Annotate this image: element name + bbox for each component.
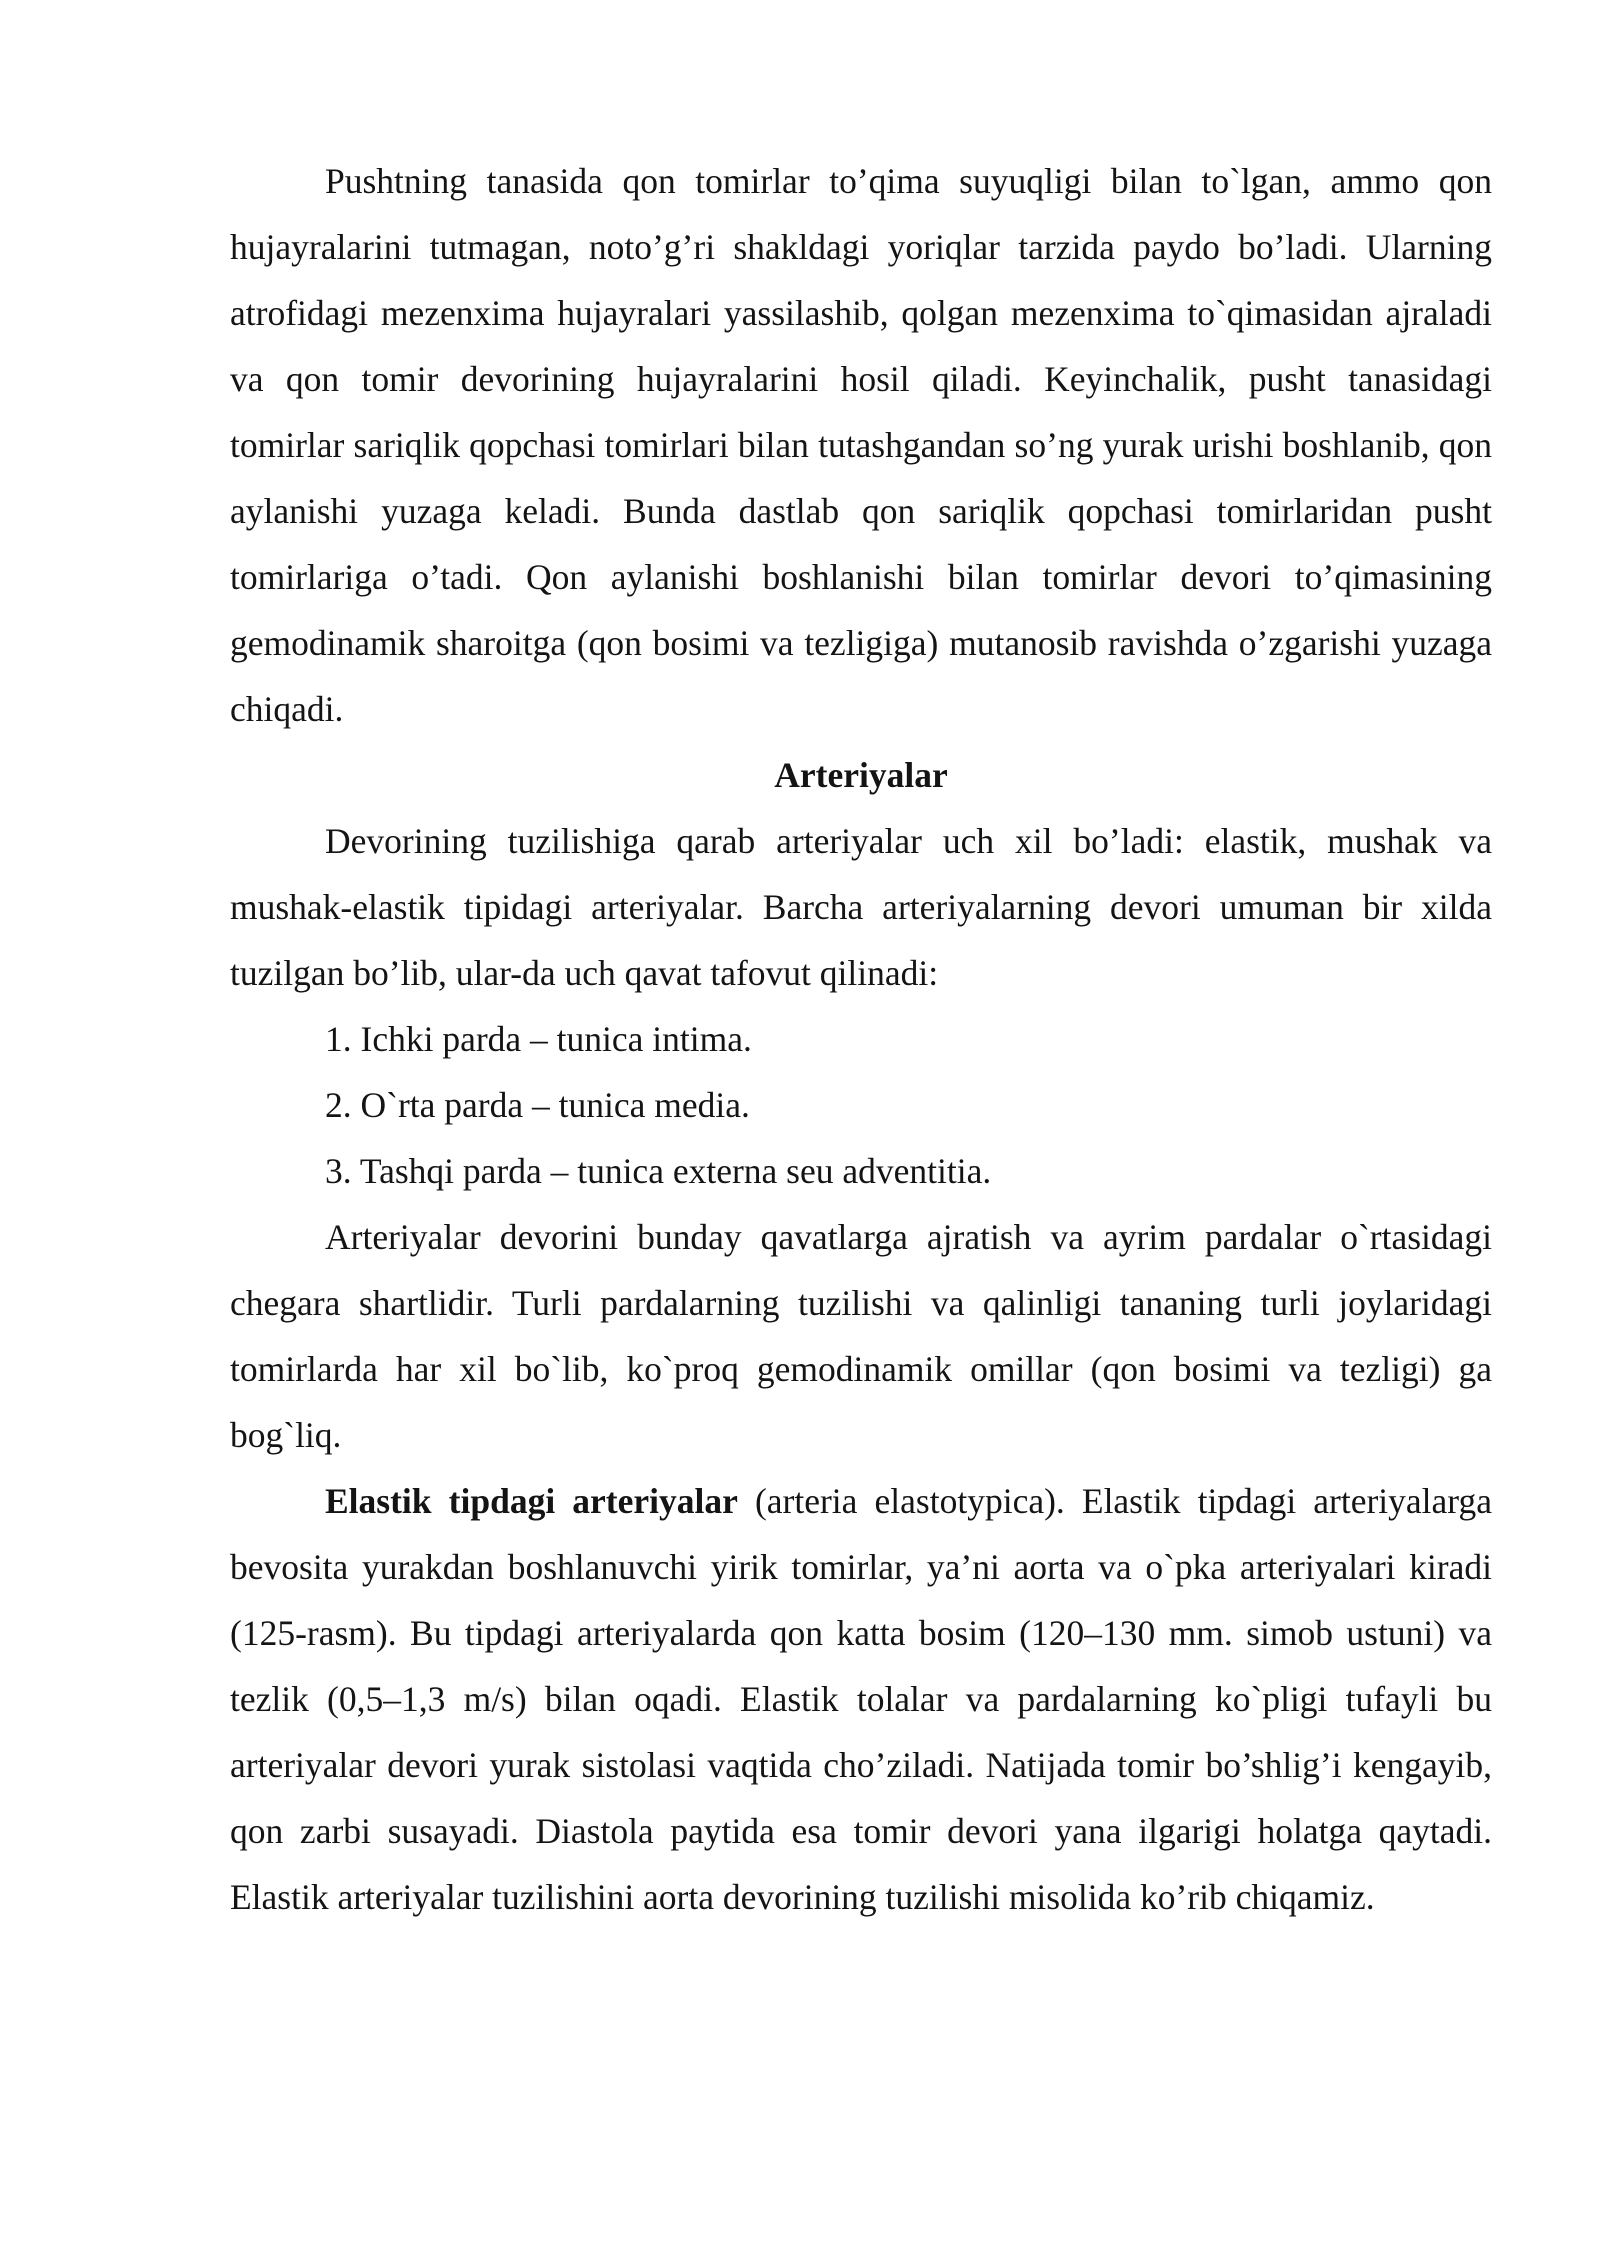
list-item-adventitia: 3. Tashqi parda – tunica externa seu adventitia. xyxy=(325,1151,992,1191)
document-page xyxy=(230,148,1492,1930)
paragraph-layer-boundaries: Arteriyalar devorini bunday qavatlarga ajratish va ayrim pardalar o`rtasidagi chegara shartlidir. Turli pardalarning tuzilishi va qalinligi tananing turli joylaridagi tomirlarda har xil bo`lib, ko`proq gemodinamik omillar (qon bosimi va tezligi) ga bog`liq. xyxy=(230,1217,1492,1455)
section-heading-arteries: Arteriyalar xyxy=(774,755,948,795)
list-item-intima: 1. Ichki parda – tunica intima. xyxy=(325,1019,752,1059)
paragraph-elastic-arteries xyxy=(230,1468,1492,1930)
paragraph-embryonic-vessels: Pushtning tanasida qon tomirlar to’qima suyuqligi bilan to`lgan, ammo qon hujayralarini tutmagan, noto’g’ri shakldagi yoriqlar tarzida paydo bo’ladi. Ularning atrofidagi mezenxima hujayralari yassilashib, qolgan mezenxima to`qimasidan ajraladi va qon tomir devorining hujayralarini hosil qiladi. Keyinchalik, pusht tanasidagi tomirlar sariqlik qopchasi tomirlari bilan tutashgandan so’ng yurak urishi boshlanib, qon aylanishi yuzaga keladi. Bunda dastlab qon sariqlik qopchasi tomirlaridan pusht tomirlariga o’tadi. Qon aylanishi boshlanishi bilan tomirlar devori to’qimasining gemodinamik sharoitga (qon bosimi va tezligiga) mutanosib ravishda o’zgarishi yuzaga chiqadi. xyxy=(230,161,1492,729)
paragraph-artery-types: Devorining tuzilishiga qarab arteriyalar uch xil bo’ladi: elastik, mushak va mushak-elastik tipidagi arteriyalar. Barcha arteriyalarning devori umuman bir xilda tuzilgan bo’lib, ular-da uch qavat tafovut qilinadi: xyxy=(230,821,1492,993)
paragraph-elastic-arteries-text: (arteria elastotypica). Elastik tipdagi arteriyalarga bevosita yurakdan boshlanuvchi yirik tomirlar, ya’ni aorta va o`pka arteriyalari kiradi (125-rasm). Bu tipdagi arteriyalarda qon katta bosim (120–130 mm. simob ustuni) va tezlik (0,5–1,3 m/s) bilan oqadi. Elastik tolalar va pardalarning ko`pligi tufayli bu arteriyalar devori yurak sistolasi vaqtida cho’ziladi. Natijada tomir bo’shlig’i kengayib, qon zarbi susayadi. Diastola paytida esa tomir devori yana ilgarigi holatga qaytadi. Elastik arteriyalar tuzilishini aorta devorining tuzilishi misolida ko’rib chiqamiz. xyxy=(230,1481,1492,1917)
list-item-media: 2. O`rta parda – tunica media. xyxy=(325,1085,750,1125)
term-elastic-arteries: Elastik tipdagi arteriyalar xyxy=(325,1481,738,1521)
